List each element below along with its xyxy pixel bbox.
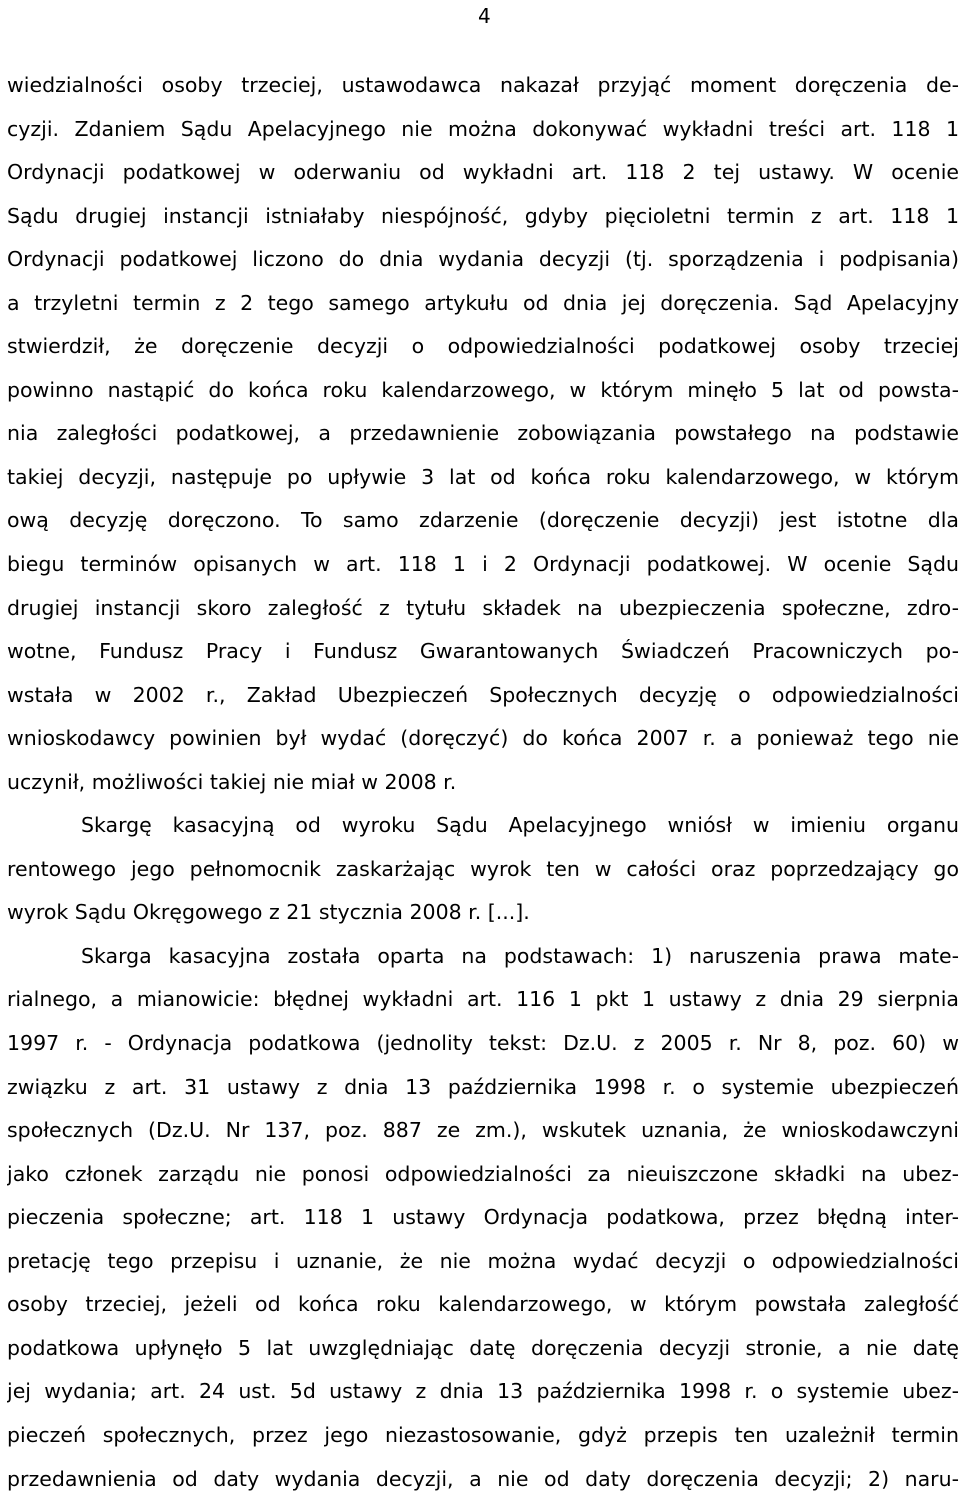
text-line: wstała w 2002 r., Zakład Ubezpieczeń Społecznych decyzję o odpowiedzialności bbox=[7, 682, 959, 707]
text-line: Skargę kasacyjną od wyroku Sądu Apelacyjnego wniósł w imieniu organu bbox=[81, 813, 959, 838]
text-line: rentowego jego pełnomocnik zaskarżając wyrok ten w całości oraz poprzedzający go bbox=[7, 856, 959, 881]
text-line: uczynił, możliwości takiej nie miał w 2008 r. bbox=[7, 769, 457, 794]
text-line: wyrok Sądu Okręgowego z 21 stycznia 2008 r. [...]. bbox=[7, 900, 530, 925]
text-line: Sądu drugiej instancji istniałaby niespójność, gdyby pięcioletni termin z art. 118 1 bbox=[7, 203, 959, 228]
text-line: rialnego, a mianowicie: błędnej wykładni art. 116 1 pkt 1 ustawy z dnia 29 sierpnia bbox=[7, 987, 959, 1012]
text-line: ową decyzję doręczono. To samo zdarzenie (doręczenie decyzji) jest istotne dla bbox=[7, 508, 959, 533]
text-line: jako członek zarządu nie ponosi odpowiedzialności za nieuiszczone składki na ubez- bbox=[7, 1161, 959, 1186]
text-line: wnioskodawcy powinien był wydać (doręczyć) do końca 2007 r. a ponieważ tego nie bbox=[7, 726, 959, 751]
text-line: wotne, Fundusz Pracy i Fundusz Gwarantowanych Świadczeń Pracowniczych po- bbox=[7, 639, 959, 664]
text-line: wiedzialności osoby trzeciej, ustawodawca nakazał przyjąć moment doręczenia de- bbox=[7, 73, 959, 97]
text-line: a trzyletni termin z 2 tego samego artykułu od dnia jej doręczenia. Sąd Apelacyjny bbox=[7, 290, 959, 315]
text-line: jej wydania; art. 24 ust. 5d ustawy z dnia 13 października 1998 r. o systemie ubez- bbox=[7, 1379, 959, 1404]
text-line: 1997 r. - Ordynacja podatkowa (jednolity tekst: Dz.U. z 2005 r. Nr 8, poz. 60) w bbox=[7, 1031, 959, 1056]
text-line: osoby trzeciej, jeżeli od końca roku kalendarzowego, w którym powstała zaległość bbox=[7, 1292, 959, 1317]
text-line: cyzji. Zdaniem Sądu Apelacyjnego nie można dokonywać wykładni treści art. 118 1 bbox=[7, 116, 959, 141]
text-line: pieczeń społecznych, przez jego niezastosowanie, gdyż przepis ten uzależnił termin bbox=[7, 1422, 959, 1447]
text-line: Ordynacji podatkowej liczono do dnia wydania decyzji (tj. sporządzenia i podpisania) bbox=[7, 247, 959, 272]
document-body bbox=[7, 64, 959, 1501]
text-line: drugiej instancji skoro zaległość z tytułu składek na ubezpieczenia społeczne, zdro- bbox=[7, 595, 959, 620]
text-line: przedawnienia od daty wydania decyzji, a nie od daty doręczenia decyzji; 2) naru- bbox=[7, 1466, 959, 1491]
text-line: nia zaległości podatkowej, a przedawnienie zobowiązania powstałego na podstawie bbox=[7, 421, 959, 446]
page-number: 4 bbox=[478, 4, 491, 28]
text-line: pieczenia społeczne; art. 118 1 ustawy Ordynacja podatkowa, przez błędną inter- bbox=[7, 1205, 959, 1230]
text-line: Skarga kasacyjna została oparta na podstawach: 1) naruszenia prawa mate- bbox=[81, 943, 959, 968]
text-line: takiej decyzji, następuje po upływie 3 lat od końca roku kalendarzowego, w którym bbox=[7, 464, 959, 489]
text-line: związku z art. 31 ustawy z dnia 13 października 1998 r. o systemie ubezpieczeń bbox=[7, 1074, 959, 1099]
text-line: podatkowa upłynęło 5 lat uwzględniając datę doręczenia decyzji stronie, a nie datę bbox=[7, 1335, 959, 1360]
text-line: biegu terminów opisanych w art. 118 1 i 2 Ordynacji podatkowej. W ocenie Sądu bbox=[7, 552, 959, 577]
text-line: stwierdził, że doręczenie decyzji o odpowiedzialności podatkowej osoby trzeciej bbox=[7, 334, 959, 359]
text-line: pretację tego przepisu i uznanie, że nie można wydać decyzji o odpowiedzialności bbox=[7, 1248, 959, 1273]
text-line: społecznych (Dz.U. Nr 137, poz. 887 ze zm.), wskutek uznania, że wnioskodawczyni bbox=[7, 1118, 959, 1143]
text-line: Ordynacji podatkowej w oderwaniu od wykładni art. 118 2 tej ustawy. W ocenie bbox=[7, 160, 959, 185]
text-line: powinno nastąpić do końca roku kalendarzowego, w którym minęło 5 lat od powsta- bbox=[7, 377, 959, 402]
